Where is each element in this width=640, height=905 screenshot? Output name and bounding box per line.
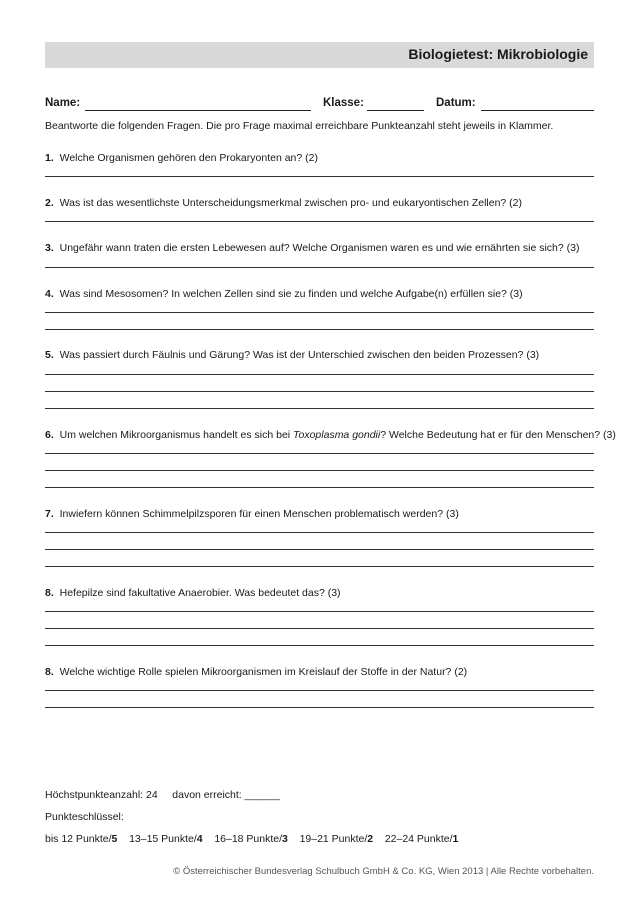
question-text: Ungefähr wann traten die ersten Lebewesen auf? Welche Organismen waren es und wie ernährten sie sich? (3) <box>59 242 580 254</box>
answer-line[interactable] <box>45 453 594 454</box>
name-label: Name: <box>45 97 81 109</box>
answer-line[interactable] <box>45 391 594 392</box>
question-number: 8. <box>45 587 54 599</box>
answer-line[interactable] <box>45 566 594 567</box>
question-text: Welche wichtige Rolle spielen Mikroorganismen im Kreislauf der Stoffe in der Natur? (2) <box>59 666 468 678</box>
question-text: Hefepilze sind fakultative Anaerobier. Was bedeutet das? (3) <box>59 587 341 599</box>
question-9 <box>45 666 467 678</box>
answer-line[interactable] <box>45 221 594 222</box>
answer-line[interactable] <box>45 312 594 313</box>
answer-line[interactable] <box>45 470 594 471</box>
question-text <box>60 429 616 441</box>
question-5 <box>45 349 539 361</box>
question-8 <box>45 587 341 599</box>
grade-value: 1 <box>452 833 459 845</box>
date-field[interactable] <box>481 110 594 111</box>
grade-item <box>385 833 459 845</box>
question-number: 2. <box>45 197 54 209</box>
answer-line[interactable] <box>45 611 594 612</box>
class-label: Klasse: <box>323 97 364 109</box>
answer-line[interactable] <box>45 374 594 375</box>
answer-line[interactable] <box>45 176 594 177</box>
copyright-notice: © Österreichischer Bundesverlag Schulbuch GmbH & Co. KG, Wien 2013 | Alle Rechte vorbehalten. <box>173 866 594 877</box>
question-text: Welche Organismen gehören den Prokaryonten an? (2) <box>59 152 318 164</box>
question-number: 1. <box>45 152 54 164</box>
achieved-points: davon erreicht: ______ <box>172 789 280 801</box>
answer-line[interactable] <box>45 645 594 646</box>
question-number: 8. <box>45 666 54 678</box>
question-number: 5. <box>45 349 54 361</box>
species-name: Toxoplasma gondii <box>293 429 381 441</box>
question-4 <box>45 288 523 300</box>
question-text: Inwiefern können Schimmelpilzsporen für einen Menschen problematisch werden? (3) <box>59 508 459 520</box>
question-number: 7. <box>45 508 54 520</box>
grade-range: 22–24 Punkte/ <box>384 833 453 845</box>
grade-item <box>214 833 288 845</box>
answer-line[interactable] <box>45 628 594 629</box>
grade-item <box>300 833 374 845</box>
answer-line[interactable] <box>45 487 594 488</box>
question-3 <box>45 242 579 254</box>
grading-key <box>45 833 458 845</box>
grade-value: 3 <box>282 833 288 845</box>
question-number: 3. <box>45 242 54 254</box>
grade-value: 5 <box>111 833 118 845</box>
grade-item <box>45 833 117 845</box>
class-field[interactable] <box>367 110 424 111</box>
answer-line[interactable] <box>45 532 594 533</box>
header-bar <box>45 42 594 68</box>
grading-key-label: Punkteschlüssel: <box>45 811 124 823</box>
question-text: Was passiert durch Fäulnis und Gärung? Was ist der Unterschied zwischen den beiden Prozessen? (3) <box>59 349 540 361</box>
score-summary <box>45 789 280 801</box>
answer-line[interactable] <box>45 690 594 691</box>
grade-range: bis 12 Punkte/ <box>45 833 112 845</box>
question-number: 6. <box>45 429 54 441</box>
student-info-row <box>45 97 594 113</box>
grade-value: 2 <box>367 833 374 845</box>
name-field[interactable] <box>85 110 311 111</box>
answer-line[interactable] <box>45 707 594 708</box>
grade-item <box>129 833 203 845</box>
question-text-part: ? Welche Bedeutung hat er für den Menschen? (3) <box>380 429 616 441</box>
question-6 <box>45 429 616 441</box>
max-points: Höchstpunkteanzahl: 24 <box>45 789 158 801</box>
question-number: 4. <box>45 288 54 300</box>
question-text-part: Um welchen Mikroorganismus handelt es sich bei <box>59 429 294 441</box>
question-7 <box>45 508 459 520</box>
answer-line[interactable] <box>45 329 594 330</box>
answer-line[interactable] <box>45 549 594 550</box>
page-title: Biologietest: Mikrobiologie <box>408 46 588 62</box>
question-text: Was ist das wesentlichste Unterscheidungsmerkmal zwischen pro- und eukaryontischen Zellen? (2) <box>59 197 523 209</box>
date-label: Datum: <box>436 97 476 109</box>
answer-line[interactable] <box>45 408 594 409</box>
answer-line[interactable] <box>45 267 594 268</box>
question-text: Was sind Mesosomen? In welchen Zellen sind sie zu finden und welche Aufgabe(n) erfüllen sie? (3) <box>59 288 523 300</box>
instruction-text: Beantworte die folgenden Fragen. Die pro Frage maximal erreichbare Punkteanzahl steht jeweils in Klammer. <box>45 120 554 132</box>
grade-range: 16–18 Punkte/ <box>214 833 283 845</box>
grade-range: 19–21 Punkte/ <box>299 833 368 845</box>
question-2 <box>45 197 522 209</box>
grade-range: 13–15 Punkte/ <box>129 833 197 845</box>
grade-value: 4 <box>196 833 203 845</box>
question-1 <box>45 152 318 164</box>
